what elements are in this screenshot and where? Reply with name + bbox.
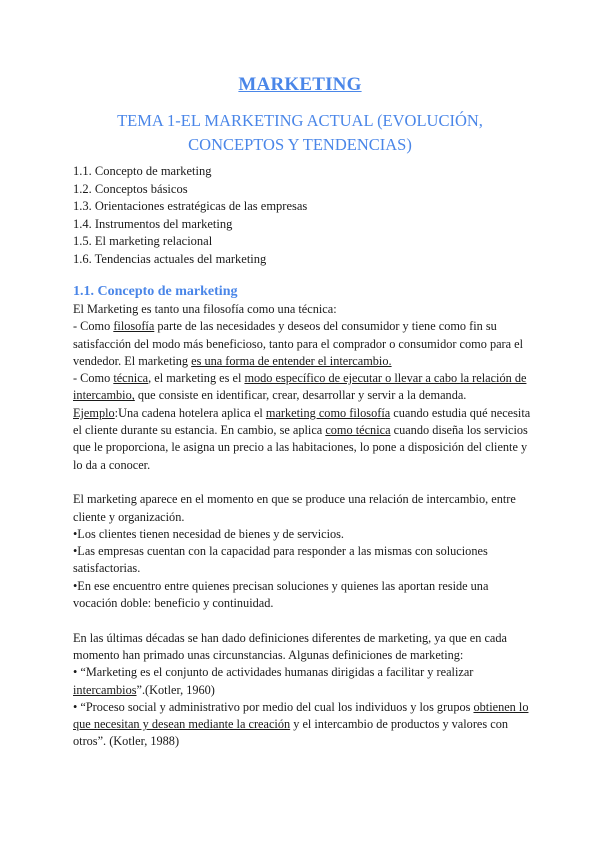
paragraph: El Marketing es tanto una filosofía como una técnica: (73, 302, 337, 316)
toc-item: 1.1. Concepto de marketing (73, 164, 212, 178)
document-subtitle: TEMA 1-EL MARKETING ACTUAL (EVOLUCIÓN, CONCEPTOS Y TENDENCIAS) (117, 111, 483, 154)
table-of-contents (73, 163, 307, 268)
bullet-item: • “Marketing es el conjunto de actividades humanas dirigidas a facilitar y realizar intercambios”.(Kotler, 1960) (73, 665, 474, 697)
spacer (73, 474, 533, 491)
paragraph: - Como filosofía parte de las necesidades y deseos del consumidor y tiene como fin su satisfacción del modo más beneficioso, tanto para el comprador o consumidor como para el vendedor. El marketing es una forma de entender el intercambio. (73, 319, 524, 368)
section-body (73, 301, 533, 751)
bullet-item: • “Proceso social y administrativo por medio del cual los individuos y los grupos obtienen lo que necesitan y desean mediante la creación y el intercambio de productos y valores con otros”. (Kotler, 1988) (73, 699, 529, 749)
bullet-item: •Las empresas cuentan con la capacidad para responder a las mismas con soluciones satisfactorias. (73, 544, 488, 576)
document-title: MARKETING (238, 74, 362, 95)
section-heading: 1.1. Concepto de marketing (73, 284, 238, 299)
bullet-item: •En ese encuentro entre quienes precisan soluciones y quienes las aportan reside una vocación doble: beneficio y continuidad. (73, 578, 489, 611)
spacer (73, 612, 533, 629)
toc-item: 1.4. Instrumentos del marketing (73, 216, 233, 231)
paragraph: - Como técnica, el marketing es el modo específico de ejecutar o llevar a cabo la relación de intercambio, que consiste en identificar, crear, desarrollar y servir a la demanda. (73, 371, 527, 403)
paragraph: El marketing aparece en el momento en que se produce una relación de intercambio, entre cliente y organización. (73, 492, 516, 524)
paragraph: En las últimas décadas se han dado definiciones diferentes de marketing, ya que en cada momento han primado unas circunstancias. Algunas definiciones de marketing: (73, 630, 507, 662)
toc-item: 1.6. Tendencias actuales del marketing (73, 251, 267, 266)
toc-item: 1.3. Orientaciones estratégicas de las empresas (73, 199, 308, 213)
paragraph: Ejemplo:Una cadena hotelera aplica el marketing como filosofía cuando estudia qué necesita el cliente durante su estancia. En cambio, se aplica como técnica cuando diseña los servicios que le proporciona, le asigna un precio a las habitaciones, lo pone a disposición del cliente y lo da a conocer. (73, 405, 531, 472)
bullet-item: •Los clientes tienen necesidad de bienes y de servicios. (73, 526, 344, 541)
toc-item: 1.2. Conceptos básicos (73, 181, 188, 196)
toc-item: 1.5. El marketing relacional (73, 234, 213, 248)
